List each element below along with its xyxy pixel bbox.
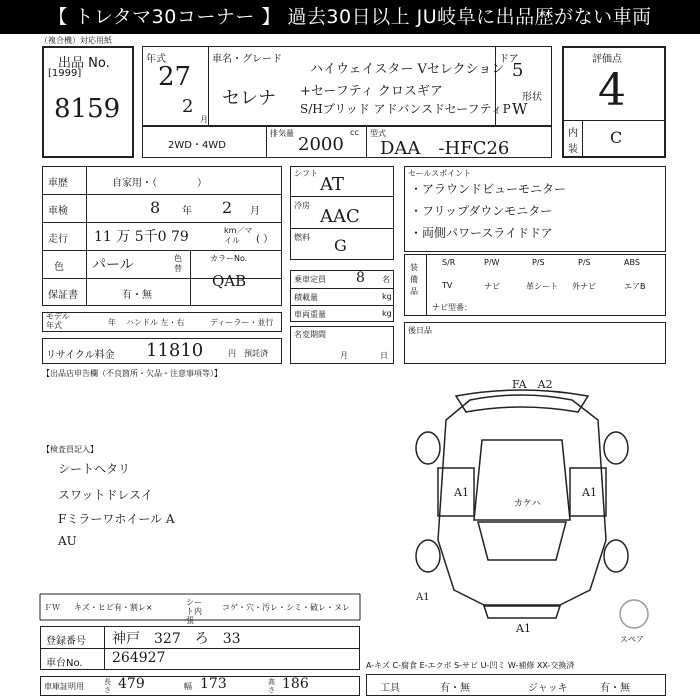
sales-point-2: ・フリップダウンモニター (410, 204, 553, 218)
color-label: 色 (54, 262, 64, 273)
width-label: 幅 (184, 682, 192, 691)
mileage-label: 走行 (48, 234, 68, 245)
equip-sr: S/R (442, 258, 456, 267)
doors-value: 5 (512, 60, 524, 81)
banner: 【 トレタマ30コーナー 】 過去30日以上 JU岐阜に出品歴がない車両 (0, 0, 700, 34)
spare-label: スペア (620, 635, 644, 644)
weight-label: 車両重量 (294, 310, 326, 319)
recycle-unit: 円 (228, 349, 236, 358)
dealer-options: ディーラー・並行 (210, 318, 274, 327)
model-label: 車名・グレード (212, 54, 282, 65)
color-code: QAB (212, 272, 247, 290)
after-fit-label: 後日品 (408, 326, 432, 335)
grade-line-2: +セーフティ クロスギア (300, 84, 443, 99)
displacement-label: 排気量 (270, 129, 294, 138)
model-code-label: 型式 (370, 129, 386, 138)
grade-line-1: ハイウェイスター Vセレクション (310, 62, 505, 77)
warranty-label: 保証書 (48, 290, 78, 301)
certificate-label: 車庫証明用 (44, 682, 84, 691)
inspection-year-unit: 年 (182, 206, 192, 217)
shift-label: シフト (294, 169, 318, 178)
fuel-value: G (334, 236, 347, 255)
name-change-month: 月 (340, 351, 348, 360)
sales-point-3: ・両側パワースライドドア (410, 226, 553, 240)
equip-airbag: エアB (624, 282, 646, 291)
equip-abs: ABS (624, 258, 640, 267)
jack-options: 有・無 (600, 683, 630, 694)
spare-tire-icon (620, 600, 648, 628)
car-rear-window (478, 522, 566, 560)
weight-unit: kg (382, 309, 392, 318)
recycle-label: リサイクル料金 (46, 350, 115, 361)
capacity-label: 乗車定員 (294, 275, 326, 284)
grade-line-3: S/Hブリッド アドバンスドセーフティP (300, 102, 511, 116)
inspection-label: 車検 (48, 206, 68, 217)
diagram-left-door: A1 (454, 486, 469, 499)
inspection-month-unit: 月 (250, 206, 260, 217)
doors-label: ドア (499, 54, 519, 65)
chassis-label: 車台No. (46, 658, 83, 669)
damage-legend: キズ・ヒビ有・割レ× (74, 603, 153, 612)
inspection-month: 2 (222, 198, 233, 217)
car-top-outline (456, 390, 588, 412)
navi-model-label: ナビ型番： (432, 303, 472, 312)
fuel-label: 燃料 (294, 233, 310, 242)
recycle-value: 11810 (146, 340, 204, 361)
color-code-label: カラーNo. (210, 254, 248, 263)
handle-options: ハンドル 左・右 (126, 318, 185, 327)
length-label: 長さ (104, 678, 111, 694)
name-change-label: 名変期間 (294, 330, 326, 339)
model-year-label: モデル年式 (46, 312, 70, 330)
inspector-line-2: スワットドレスイ (58, 488, 153, 502)
wheel-front-left (416, 432, 440, 464)
sales-points-label: セールスポイント (408, 169, 472, 178)
tools-options: 有・無 (440, 683, 470, 694)
wheel-front-right (604, 432, 628, 464)
color-value: パール (92, 257, 134, 273)
registration-value: 神戸 327 ろ 33 (112, 631, 241, 647)
wheel-rear-left (416, 540, 440, 572)
model-code-value: DAA -HFC26 (380, 138, 510, 159)
year-month-suffix: 月 (200, 115, 208, 124)
score-value: 4 (598, 65, 626, 116)
recycle-note: 預託済 (244, 349, 268, 358)
sales-point-1: ・アラウンドビューモニター (410, 182, 567, 196)
length-value: 479 (118, 676, 145, 692)
displacement-unit: cc (350, 128, 359, 137)
diagram-front-left: A1 (416, 592, 430, 603)
wheel-rear-right (604, 540, 628, 572)
chassis-value: 264927 (112, 650, 166, 666)
diagram-right-door: A1 (582, 486, 597, 499)
warranty-options: 有・無 (122, 290, 152, 301)
tools-label: 工具 (380, 683, 400, 694)
lot-number: 8159 (54, 94, 121, 124)
inspection-year: 8 (150, 198, 161, 217)
model-name: セレナ (222, 88, 276, 109)
inspector-line-4: AU (58, 534, 77, 548)
damage-code-legend: A-キズ C-腐食 E-エクボ S-サビ U-凹ミ W-補修 XX-交換済 (366, 661, 575, 670)
year-label: 年式 (146, 54, 166, 65)
shape-label: 形状 (522, 92, 542, 103)
mileage-note: ( ） (256, 234, 274, 245)
load-unit: kg (382, 292, 392, 301)
equip-navi: ナビ (484, 282, 500, 291)
sheet-subtitle: （複合機）対応用紙 (40, 36, 112, 45)
registration-label: 登録番号 (46, 636, 86, 647)
shape-value: W (512, 100, 528, 118)
lot-year-tag: [1999] (48, 68, 82, 79)
interior-label-1: 内 (568, 128, 578, 139)
year-month: 2 (182, 96, 194, 117)
diagram-roof: カケハ (514, 499, 541, 509)
year-value: 27 (158, 62, 192, 92)
inspector-title: 【検査員記入】 (42, 445, 98, 454)
model-year-unit: 年 (108, 318, 116, 327)
equip-ps1: P/S (532, 258, 545, 267)
height-label: 高さ (268, 678, 275, 694)
diagram-top-note: FA A2 (512, 378, 553, 391)
name-change-day: 日 (380, 351, 388, 360)
fw-label: ＦＷ (44, 603, 60, 612)
history-options: 自家用・（ ） (112, 178, 207, 189)
height-value: 186 (282, 676, 309, 692)
rear-bumper (484, 606, 560, 618)
equip-leather: 革シート (526, 282, 558, 291)
score-label: 評価点 (592, 54, 622, 65)
capacity-unit: 名 (382, 275, 390, 284)
inspector-line-1: シートヘタリ (58, 462, 131, 476)
notes-title: 【出品店申告欄（不良箇所・欠品・注意事項等）】 (42, 369, 222, 378)
equip-pw: P/W (484, 258, 500, 267)
displacement-value: 2000 (298, 134, 344, 155)
seat-legend: コゲ・穴・汚レ・シミ・破レ・ヌレ (222, 603, 350, 612)
history-label: 車歴 (48, 178, 68, 189)
drive-options: 2WD・4WD (168, 140, 226, 151)
capacity-value: 8 (356, 270, 365, 286)
load-label: 積載量 (294, 293, 318, 302)
ac-value: AAC (320, 206, 360, 227)
color-change-label: 色替 (174, 254, 182, 273)
equip-tv: TV (442, 281, 453, 290)
interior-label-2: 装 (568, 144, 578, 155)
lot-label: 出品 No. (58, 56, 110, 71)
mileage-value: 11 万 5千0 79 (94, 229, 189, 245)
interior-value: C (610, 128, 623, 147)
shift-value: AT (320, 174, 345, 195)
equip-ps2: P/S (578, 258, 591, 267)
mileage-unit: km／マイル (224, 226, 253, 245)
equipment-label: 装備品 (410, 263, 418, 296)
diagram-bottom: A1 (516, 622, 531, 635)
jack-label: ジャッキ (528, 683, 568, 694)
seat-label: シート内張 (186, 598, 202, 625)
equip-ext-navi: 外ナビ (572, 282, 596, 291)
ac-label: 冷房 (294, 201, 310, 210)
inspector-line-3: Fミラーワホイール A (58, 512, 175, 526)
width-value: 173 (200, 676, 227, 692)
